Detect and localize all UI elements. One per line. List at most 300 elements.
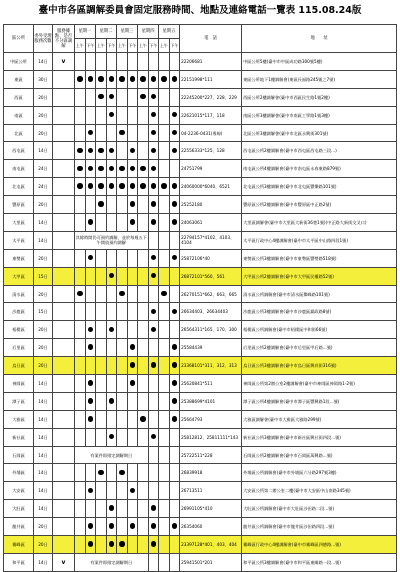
slot-cell <box>96 285 107 303</box>
phone-number: 25812812、25811111*143 <box>180 428 242 446</box>
address: 外埔區公所調解會(臺中市外埔區六分路297號3樓) <box>242 464 397 482</box>
slot-cell <box>96 482 107 500</box>
phone-number: 25620841*511 <box>180 375 242 393</box>
slot-cell <box>169 518 180 536</box>
slot-cell <box>127 142 138 160</box>
address: 大里區調解會(臺中市大里區大新街36巷1號)(中正路大新街交叉口) <box>242 214 397 232</box>
schedule-note: 其餘時間仍可預約調解，並於每週五下午開放預約調解 <box>75 231 149 249</box>
slot-cell <box>85 303 96 321</box>
slot-cell <box>85 392 96 410</box>
table-row <box>4 500 397 518</box>
slot-cell <box>85 53 96 71</box>
extra-flag <box>53 285 75 303</box>
slot-cell <box>75 142 86 160</box>
slot-cell <box>159 518 170 536</box>
schedule-dot <box>130 488 136 494</box>
slot-cell <box>138 464 149 482</box>
slot-cell <box>127 249 138 267</box>
phone-number: 26634403、26634403 <box>180 303 242 321</box>
slot-cell <box>75 214 86 232</box>
table-row <box>4 231 397 249</box>
phone-number: 25872106*40 <box>180 249 242 267</box>
slot-cell <box>169 106 180 124</box>
slot-cell <box>117 410 128 428</box>
slot-cell <box>127 357 138 375</box>
slot-cell <box>75 518 86 536</box>
slot-cell <box>75 249 86 267</box>
session-count: 20日 <box>34 88 53 106</box>
schedule-dot <box>119 541 125 547</box>
header-phone: 電 話 <box>180 25 242 53</box>
extra-flag <box>53 303 75 321</box>
schedule-dot <box>151 219 157 225</box>
slot-cell <box>138 160 149 178</box>
schedule-dot <box>109 76 115 82</box>
phone-number: 25941501*201 <box>180 553 242 571</box>
table-row <box>4 142 397 160</box>
slot-cell <box>117 106 128 124</box>
schedule-dot <box>140 183 146 189</box>
district-name: 西區 <box>4 88 34 106</box>
district-name: 石岡區 <box>4 446 34 464</box>
slot-cell <box>127 88 138 106</box>
slot-cell <box>117 536 128 554</box>
header-am: 上午 <box>96 39 107 53</box>
slot-cell <box>75 375 86 393</box>
slot-cell <box>75 482 86 500</box>
phone-number: 24060000*6040、6521 <box>180 178 242 196</box>
phone-number: 25584439 <box>180 339 242 357</box>
table-row <box>4 267 397 285</box>
schedule-dot <box>130 344 136 350</box>
slot-cell <box>96 124 107 142</box>
slot-cell <box>169 428 180 446</box>
slot-cell <box>159 446 170 464</box>
slot-cell <box>96 303 107 321</box>
slot-cell <box>169 285 180 303</box>
schedule-dot <box>77 183 83 189</box>
slot-cell <box>159 196 170 214</box>
slot-cell <box>148 178 159 196</box>
table-row <box>4 446 397 464</box>
slot-cell <box>117 142 128 160</box>
slot-cell <box>169 500 180 518</box>
schedule-dot <box>119 470 125 476</box>
table-row <box>4 160 397 178</box>
slot-cell <box>148 446 159 464</box>
schedule-dot <box>109 523 115 529</box>
slot-cell <box>159 357 170 375</box>
extra-flag <box>53 375 75 393</box>
address: 大雅區調解會(臺中市大雅區大雅路299號) <box>242 410 397 428</box>
district-name: 大肚區 <box>4 500 34 518</box>
schedule-dot <box>130 76 136 82</box>
slot-cell <box>148 106 159 124</box>
extra-flag <box>53 339 75 357</box>
schedule-dot <box>119 76 125 82</box>
session-count: 14日 <box>34 464 53 482</box>
table-row <box>4 321 397 339</box>
slot-cell <box>148 160 159 178</box>
address: 神岡區公所第2辦公室2樓調解會(臺中市神岡區神岡路1-2號) <box>242 375 397 393</box>
slot-cell <box>85 142 96 160</box>
schedule-dot <box>109 327 115 333</box>
slot-cell <box>138 500 149 518</box>
slot-cell <box>85 178 96 196</box>
slot-cell <box>106 214 117 232</box>
header-day-thu: 星期四 <box>138 25 159 39</box>
table-row <box>4 553 397 571</box>
extra-flag <box>53 446 75 464</box>
slot-cell <box>159 231 170 249</box>
schedule-dot <box>151 148 157 154</box>
district-name: 梧棲區 <box>4 321 34 339</box>
slot-cell <box>117 178 128 196</box>
table-row <box>4 482 397 500</box>
session-count: 20日 <box>34 124 53 142</box>
slot-cell <box>159 285 170 303</box>
slot-cell <box>148 214 159 232</box>
slot-cell <box>75 339 86 357</box>
session-count: 14日 <box>34 53 53 71</box>
slot-cell <box>127 321 138 339</box>
district-name: 烏日區 <box>4 357 34 375</box>
phone-number: 26354060 <box>180 518 242 536</box>
schedule-dot <box>130 380 136 386</box>
extra-flag <box>53 70 75 88</box>
address: 沙鹿區公所3樓調解會(臺中市沙鹿區鎮政路8號) <box>242 303 397 321</box>
phone-number: 25664793 <box>180 410 242 428</box>
schedule-dot <box>161 291 167 297</box>
slot-cell <box>127 339 138 357</box>
schedule-dot <box>98 183 104 189</box>
slot-cell <box>75 428 86 446</box>
schedule-dot <box>88 148 94 154</box>
phone-number: 26991105*410 <box>180 500 242 518</box>
session-count: 15日 <box>34 267 53 285</box>
slot-cell <box>85 464 96 482</box>
table-row <box>4 70 397 88</box>
slot-cell <box>96 410 107 428</box>
schedule-dot <box>109 434 115 440</box>
slot-cell <box>138 70 149 88</box>
table-row <box>4 518 397 536</box>
phone-number: 22151998*111 <box>180 70 242 88</box>
schedule-dot <box>88 327 94 333</box>
slot-cell <box>138 124 149 142</box>
slot-cell <box>85 124 96 142</box>
slot-cell <box>117 285 128 303</box>
slot-cell <box>106 142 117 160</box>
table-row <box>4 303 397 321</box>
slot-cell <box>106 464 117 482</box>
phone-number: 22556333*125、128 <box>180 142 242 160</box>
slot-cell <box>75 178 86 196</box>
slot-cell <box>138 267 149 285</box>
schedule-dot <box>151 273 157 279</box>
address: 和平區公所3樓調解會(臺中市和平區東關路一段...號) <box>242 553 397 571</box>
slot-cell <box>159 178 170 196</box>
slot-cell <box>127 106 138 124</box>
slot-cell <box>148 285 159 303</box>
slot-cell <box>159 214 170 232</box>
address: 西區公所2樓調解會(臺中市西區民生路1號2樓) <box>242 88 397 106</box>
header-day-fri: 星期五 <box>159 25 180 39</box>
table-row <box>4 536 397 554</box>
slot-cell <box>106 410 117 428</box>
session-count: 14日 <box>34 482 53 500</box>
schedule-dot <box>119 166 125 172</box>
slot-cell <box>106 357 117 375</box>
address: 東區公所地下1樓調解會(東區長福路245號之7號) <box>242 70 397 88</box>
slot-cell <box>85 428 96 446</box>
schedule-dot <box>88 541 94 547</box>
phone-number: 23368101*311、312、313 <box>180 357 242 375</box>
schedule-dot <box>88 166 94 172</box>
district-name: 潭子區 <box>4 392 34 410</box>
slot-cell <box>159 160 170 178</box>
session-count: 14日 <box>34 142 53 160</box>
address: 太平區行政中心4樓調解會(臺中市太平區中山路四段1號) <box>242 231 397 249</box>
slot-cell <box>148 321 159 339</box>
session-count: 24日 <box>34 160 53 178</box>
slot-cell <box>148 339 159 357</box>
phone-number: 24751799 <box>180 160 242 178</box>
slot-cell <box>127 410 138 428</box>
slot-cell <box>159 142 170 160</box>
slot-cell <box>138 536 149 554</box>
address: 大肚區公所調解會(臺中市大肚區沙田路二段...號) <box>242 500 397 518</box>
slot-cell <box>96 518 107 536</box>
schedule-dot <box>77 291 83 297</box>
schedule-dot <box>172 398 178 404</box>
slot-cell <box>85 518 96 536</box>
session-count: 24日 <box>34 178 53 196</box>
slot-cell <box>138 142 149 160</box>
district-name: 南區 <box>4 106 34 124</box>
slot-cell <box>106 321 117 339</box>
district-name: 中區公所 <box>4 53 34 71</box>
table-row <box>4 106 397 124</box>
slot-cell <box>127 536 138 554</box>
slot-cell <box>138 88 149 106</box>
slot-cell <box>75 357 86 375</box>
slot-cell <box>85 70 96 88</box>
schedule-dot <box>109 94 115 100</box>
slot-cell <box>159 267 170 285</box>
session-count: 30日 <box>34 70 53 88</box>
district-name: 清水區 <box>4 285 34 303</box>
slot-cell <box>85 267 96 285</box>
schedule-dot <box>77 166 83 172</box>
table-row <box>4 88 397 106</box>
slot-cell <box>85 285 96 303</box>
schedule-dot <box>151 362 157 368</box>
schedule-dot <box>98 94 104 100</box>
schedule-dot <box>172 344 178 350</box>
table-row <box>4 410 397 428</box>
slot-cell <box>138 285 149 303</box>
schedule-dot <box>172 76 178 82</box>
extra-flag <box>53 88 75 106</box>
session-count: 20日 <box>34 321 53 339</box>
schedule-dot <box>130 362 136 368</box>
table-row <box>4 339 397 357</box>
phone-number: 23397128*401、403、404 <box>180 536 242 554</box>
slot-cell <box>127 124 138 142</box>
phone-number: 22245200*227、228、229 <box>180 88 242 106</box>
schedule-dot <box>119 183 125 189</box>
slot-cell <box>169 375 180 393</box>
slot-cell <box>169 53 180 71</box>
schedule-dot <box>109 398 115 404</box>
slot-cell <box>85 410 96 428</box>
extra-flag <box>53 536 75 554</box>
header-pm: 下午 <box>169 39 180 53</box>
schedule-dot <box>151 94 157 100</box>
slot-cell <box>169 392 180 410</box>
slot-cell <box>117 124 128 142</box>
slot-cell <box>106 482 117 500</box>
address: 清水區公所調解會(臺中市清水區鰲峰路101號) <box>242 285 397 303</box>
extra-flag: v <box>53 553 75 571</box>
slot-cell <box>169 214 180 232</box>
header-day-mon: 星期一 <box>75 25 96 39</box>
schedule-dot <box>172 380 178 386</box>
slot-cell <box>117 303 128 321</box>
slot-cell <box>148 53 159 71</box>
schedule-dot <box>98 470 104 476</box>
slot-cell <box>169 357 180 375</box>
slot-cell <box>148 464 159 482</box>
session-count: 20日 <box>34 106 53 124</box>
slot-cell <box>75 196 86 214</box>
extra-flag <box>53 106 75 124</box>
address: 石岡區公所2樓調解會(臺中市石岡區萬興路...號) <box>242 446 397 464</box>
schedule-dot <box>130 201 136 207</box>
slot-cell <box>106 375 117 393</box>
schedule-dot <box>172 309 178 315</box>
slot-cell <box>138 410 149 428</box>
schedule-dot <box>88 344 94 350</box>
phone-number: 26270151*662、663、665 <box>180 285 242 303</box>
slot-cell <box>85 160 96 178</box>
slot-cell <box>169 446 180 464</box>
address: 豐原區公所2樓調解會(臺中市豐原區中正路2號) <box>242 196 397 214</box>
slot-cell <box>127 482 138 500</box>
slot-cell <box>159 375 170 393</box>
slot-cell <box>106 339 117 357</box>
extra-flag <box>53 196 75 214</box>
slot-cell <box>85 321 96 339</box>
session-count: 20日 <box>34 518 53 536</box>
slot-cell <box>127 464 138 482</box>
slot-cell <box>138 392 149 410</box>
schedule-dot <box>172 183 178 189</box>
phone-number: 25252180 <box>180 196 242 214</box>
slot-cell <box>75 464 86 482</box>
slot-cell <box>106 392 117 410</box>
slot-cell <box>85 214 96 232</box>
phone-number: 25722511*228 <box>180 446 242 464</box>
district-name: 神岡區 <box>4 375 34 393</box>
slot-cell <box>75 106 86 124</box>
slot-cell <box>159 410 170 428</box>
schedule-dot <box>151 112 157 118</box>
schedule-dot <box>151 255 157 261</box>
district-name: 沙鹿區 <box>4 303 34 321</box>
slot-cell <box>117 196 128 214</box>
header-district: 區公所 <box>4 25 34 53</box>
slot-cell <box>148 392 159 410</box>
table-row <box>4 392 397 410</box>
address: 北區公所3樓調解會(臺中市北區永興街301號) <box>242 124 397 142</box>
slot-cell <box>138 518 149 536</box>
district-name: 霧峰區 <box>4 536 34 554</box>
table-row <box>4 196 397 214</box>
extra-flag <box>53 392 75 410</box>
slot-cell <box>148 267 159 285</box>
schedule-dot <box>140 94 146 100</box>
phone-number: 22794157*4102、4103、4104 <box>180 231 242 249</box>
slot-cell <box>75 392 86 410</box>
district-name: 新社區 <box>4 428 34 446</box>
slot-cell <box>106 124 117 142</box>
session-count: 20日 <box>34 285 53 303</box>
schedule-dot <box>151 434 157 440</box>
slot-cell <box>117 518 128 536</box>
schedule-dot <box>172 130 178 136</box>
schedule-dot <box>88 523 94 529</box>
slot-cell <box>96 178 107 196</box>
slot-cell <box>96 464 107 482</box>
slot-cell <box>106 500 117 518</box>
schedule-dot <box>119 130 125 136</box>
header-pm: 下午 <box>85 39 96 53</box>
slot-cell <box>96 196 107 214</box>
slot-cell <box>117 160 128 178</box>
slot-cell <box>127 375 138 393</box>
slot-cell <box>85 88 96 106</box>
schedule-dot <box>172 148 178 154</box>
slot-cell <box>138 321 149 339</box>
slot-cell <box>138 53 149 71</box>
header-day-tue: 星期二 <box>96 25 117 39</box>
slot-cell <box>117 53 128 71</box>
slot-cell <box>127 267 138 285</box>
slot-cell <box>75 285 86 303</box>
table-row <box>4 53 397 71</box>
slot-cell <box>117 88 128 106</box>
slot-cell <box>96 428 107 446</box>
district-name: 大雅區 <box>4 410 34 428</box>
slot-cell <box>75 410 86 428</box>
district-name: 太平區 <box>4 231 34 249</box>
slot-cell <box>106 70 117 88</box>
table-row <box>4 357 397 375</box>
slot-cell <box>85 536 96 554</box>
schedule-dot <box>109 273 115 279</box>
header-pm: 下午 <box>106 39 117 53</box>
table-row <box>4 178 397 196</box>
address: 北屯區公所3樓調解會(臺中市北屯區豐樂路101號) <box>242 178 397 196</box>
slot-cell <box>138 249 149 267</box>
slot-cell <box>117 482 128 500</box>
slot-cell <box>169 321 180 339</box>
slot-cell <box>75 321 86 339</box>
header-am: 上午 <box>117 39 128 53</box>
slot-cell <box>127 500 138 518</box>
